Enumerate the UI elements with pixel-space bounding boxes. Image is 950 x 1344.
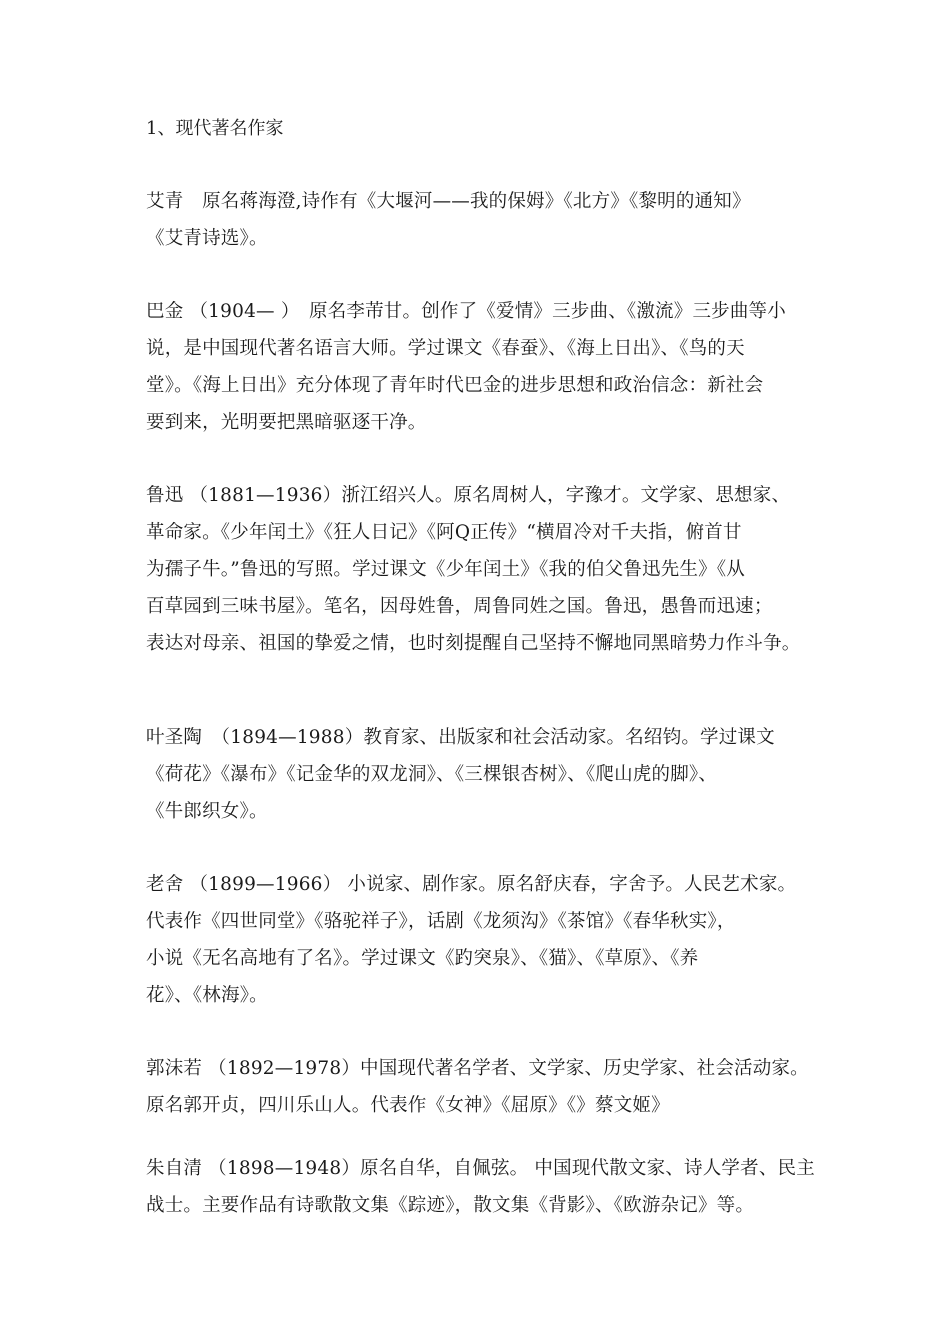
author-entry-ye-shengtao — [146, 719, 836, 830]
text-line: 原名郭开贞，四川乐山人。代表作《女神》《屈原》《》蔡文姬》 — [146, 1095, 670, 1116]
text-line: 说，是中国现代著名语言大师。学过课文《春蚕》、《海上日出》、《鸟的天 — [146, 338, 745, 359]
text-line: 《牛郎织女》。 — [146, 801, 268, 822]
text-line: 小说《无名高地有了名》。学过课文《趵突泉》、《猫》、《草原》、《养 — [146, 948, 699, 969]
text-line: 堂》。《海上日出》充分体现了青年时代巴金的进步思想和政治信念：新社会 — [146, 375, 764, 396]
author-entry-ai-qing — [146, 183, 836, 257]
author-entry-zhu-ziqing — [146, 1150, 836, 1224]
text-line: 《艾青诗选》。 — [146, 228, 268, 249]
text-line: 代表作《四世同堂》《骆驼祥子》，话剧《龙须沟》《茶馆》《春华秋实》， — [146, 911, 736, 932]
text-line: 革命家。《少年闰土》《狂人日记》《阿Q正传》“横眉冷对千夫指，俯首甘 — [146, 522, 742, 543]
text-line: 为孺子牛。”鲁迅的写照。学过课文《少年闰土》《我的伯父鲁迅先生》《从 — [146, 559, 746, 580]
text-line: 郭沫若 （1892—1978）中国现代著名学者、文学家、历史学家、社会活动家。 — [146, 1058, 809, 1079]
author-entry-lu-xun — [146, 477, 836, 662]
text-line: 艾青 原名蒋海澄,诗作有《大堰河——我的保姆》《北方》《黎明的通知》 — [146, 191, 751, 212]
text-line: 要到来，光明要把黑暗驱逐干净。 — [146, 412, 427, 433]
section-heading: 1、现代著名作家 — [146, 118, 284, 139]
text-line: 鲁迅 （1881—1936）浙江绍兴人。原名周树人，字豫才。文学家、思想家、 — [146, 485, 791, 506]
author-entry-lao-she — [146, 866, 836, 1014]
text-line: 朱自清 （1898—1948）原名自华，自佩弦。 中国现代散文家、诗人学者、民主 — [146, 1158, 815, 1179]
text-line: 《荷花》《瀑布》《记金华的双龙洞》、《三棵银杏树》、《爬山虎的脚》、 — [146, 764, 718, 785]
text-line: 表达对母亲、祖国的挚爱之情，也时刻提醒自己坚持不懈地同黑暗势力作斗争。 — [146, 633, 801, 654]
text-line: 叶圣陶 （1894—1988）教育家、出版家和社会活动家。名绍钧。学过课文 — [146, 727, 775, 748]
text-line: 巴金 （1904— ） 原名李芾甘。创作了《爱情》三步曲、《激流》三步曲等小 — [146, 301, 786, 322]
text-line: 百草园到三味书屋》。笔名，因母姓鲁，周鲁同姓之国。鲁迅，愚鲁而迅速； — [146, 596, 773, 617]
author-entry-guo-moruo — [146, 1050, 836, 1124]
text-line: 战士。主要作品有诗歌散文集《踪迹》，散文集《背影》、《欧游杂记》等。 — [146, 1195, 755, 1216]
text-line: 老舍 （1899—1966） 小说家、剧作家。原名舒庆春，字舍予。人民艺术家。 — [146, 874, 797, 895]
text-line: 花》、《林海》。 — [146, 985, 268, 1006]
author-entry-ba-jin — [146, 293, 836, 441]
